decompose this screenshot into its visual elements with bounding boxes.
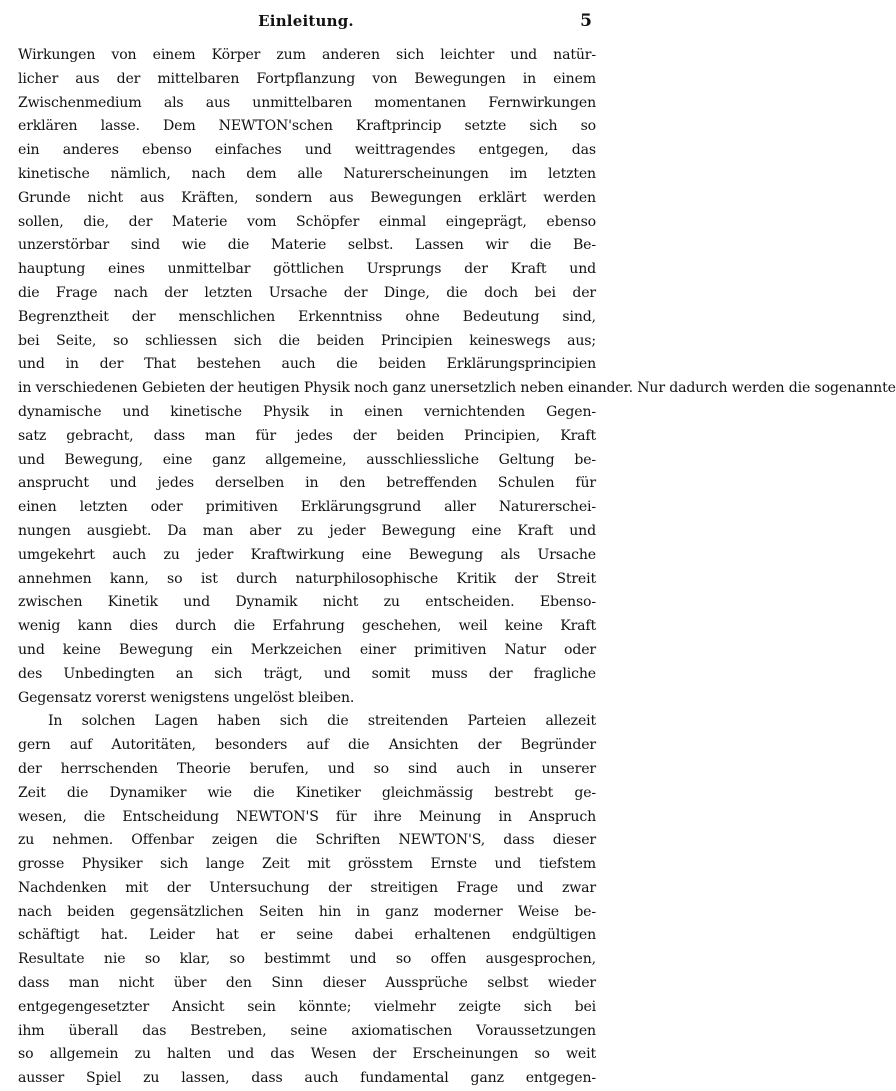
text-line: zwischen Kinetik und Dynamik nicht zu entscheiden. Ebenso- <box>18 594 596 611</box>
text-line: Wirkungen von einem Körper zum anderen sich leichter und natür- <box>18 47 596 63</box>
text-line: hauptung eines unmittelbar göttlichen Ursprungs der Kraft und <box>18 261 596 278</box>
text-line: umgekehrt auch zu jeder Kraftwirkung eine Bewegung als Ursache <box>18 546 596 563</box>
text-line: die Frage nach der letzten Ursache der Dinge, die doch bei der <box>18 284 596 301</box>
text-line: zu nehmen. Offenbar zeigen die Schriften NEWTON'S, dass dieser <box>18 832 596 849</box>
text-line: schäftigt hat. Leider hat er seine dabei erhaltenen endgültigen <box>18 927 596 944</box>
text-line: grosse Physiker sich lange Zeit mit grösstem Ernste und tiefstem <box>18 856 596 873</box>
text-line: wesen, die Entscheidung NEWTON'S für ihre Meinung in Anspruch <box>18 808 596 825</box>
text-line: und keine Bewegung ein Merkzeichen einer primitiven Natur oder <box>18 641 596 658</box>
paragraph-end-line: Gegensatz vorerst wenigstens ungelöst bleiben. <box>18 689 355 706</box>
text-line: sollen, die, der Materie vom Schöpfer einmal eingeprägt, ebenso <box>18 213 596 230</box>
text-line: der herrschenden Theorie berufen, und so sind auch in unserer <box>18 760 596 777</box>
text-line: einen letzten oder primitiven Erklärungsgrund aller Naturerschei- <box>18 499 596 516</box>
text-line: Zeit die Dynamiker wie die Kinetiker gleichmässig bestrebt ge- <box>18 784 596 801</box>
text-line: Grunde nicht aus Kräften, sondern aus Bewegungen erklärt werden <box>18 189 596 206</box>
text-line: ihm überall das Bestreben, seine axiomatischen Voraussetzungen <box>18 1022 596 1039</box>
text-line: so allgemein zu halten und das Wesen der Erscheinungen so weit <box>18 1046 596 1063</box>
text-line: dynamische und kinetische Physik in einen vernichtenden Gegen- <box>18 403 596 420</box>
text-line: kinetische nämlich, nach dem alle Naturerscheinungen im letzten <box>18 165 596 182</box>
running-head: Einleitung. <box>258 12 354 30</box>
paragraph-start-line: In solchen Lagen haben sich die streitenden Parteien allezeit <box>48 713 596 730</box>
text-line: unzerstörbar sind wie die Materie selbst. Lassen wir die Be- <box>18 237 596 254</box>
text-line: Begrenztheit der menschlichen Erkenntniss ohne Bedeutung sind, <box>18 308 596 325</box>
text-line: wenig kann dies durch die Erfahrung geschehen, weil keine Kraft <box>18 618 596 635</box>
text-line: annehmen kann, so ist durch naturphilosophische Kritik der Streit <box>18 570 596 587</box>
text-line: dass man nicht über den Sinn dieser Aussprüche selbst wieder <box>18 975 596 992</box>
text-line: nach beiden gegensätzlichen Seiten hin in ganz moderner Weise be- <box>18 903 596 920</box>
text-line: ein anderes ebenso einfaches und weittragendes entgegen, das <box>18 142 596 159</box>
body-text <box>18 44 896 1091</box>
text-line: ansprucht und jedes derselben in den betreffenden Schulen für <box>18 475 596 492</box>
text-line: licher aus der mittelbaren Fortpflanzung von Bewegungen in einem <box>18 70 596 87</box>
text-line: und in der That bestehen auch die beiden Erklärungsprincipien <box>18 356 596 373</box>
page-number: 5 <box>580 11 592 31</box>
text-line: erklären lasse. Dem NEWTON'schen Kraftprincip setzte sich so <box>18 118 596 135</box>
text-line: Zwischenmedium als aus unmittelbaren momentanen Fernwirkungen <box>18 94 596 111</box>
text-line: satz gebracht, dass man für jedes der beiden Principien, Kraft <box>18 427 596 444</box>
text-line: Nachdenken mit der Untersuchung der streitigen Frage und zwar <box>18 879 596 896</box>
text-line: gern auf Autoritäten, besonders auf die Ansichten der Begründer <box>18 737 596 754</box>
text-line: ausser Spiel zu lassen, dass auch fundamental ganz entgegen- <box>18 1070 596 1087</box>
text-line: bei Seite, so schliessen sich die beiden Principien keineswegs aus; <box>18 332 596 349</box>
text-line: Resultate nie so klar, so bestimmt und so offen ausgesprochen, <box>18 951 596 968</box>
text-line: entgegengesetzter Ansicht sein könnte; vielmehr zeigte sich bei <box>18 998 596 1015</box>
text-line: des Unbedingten an sich trägt, und somit muss der fragliche <box>18 665 596 682</box>
text-line: und Bewegung, eine ganz allgemeine, ausschliessliche Geltung be- <box>18 451 596 468</box>
text-line: nungen ausgiebt. Da man aber zu jeder Bewegung eine Kraft und <box>18 522 596 539</box>
text-line: in verschiedenen Gebieten der heutigen Physik noch ganz unersetzlich neben einander. Nur dadurch werden die sogenannte <box>18 380 896 397</box>
page-header <box>18 12 594 36</box>
